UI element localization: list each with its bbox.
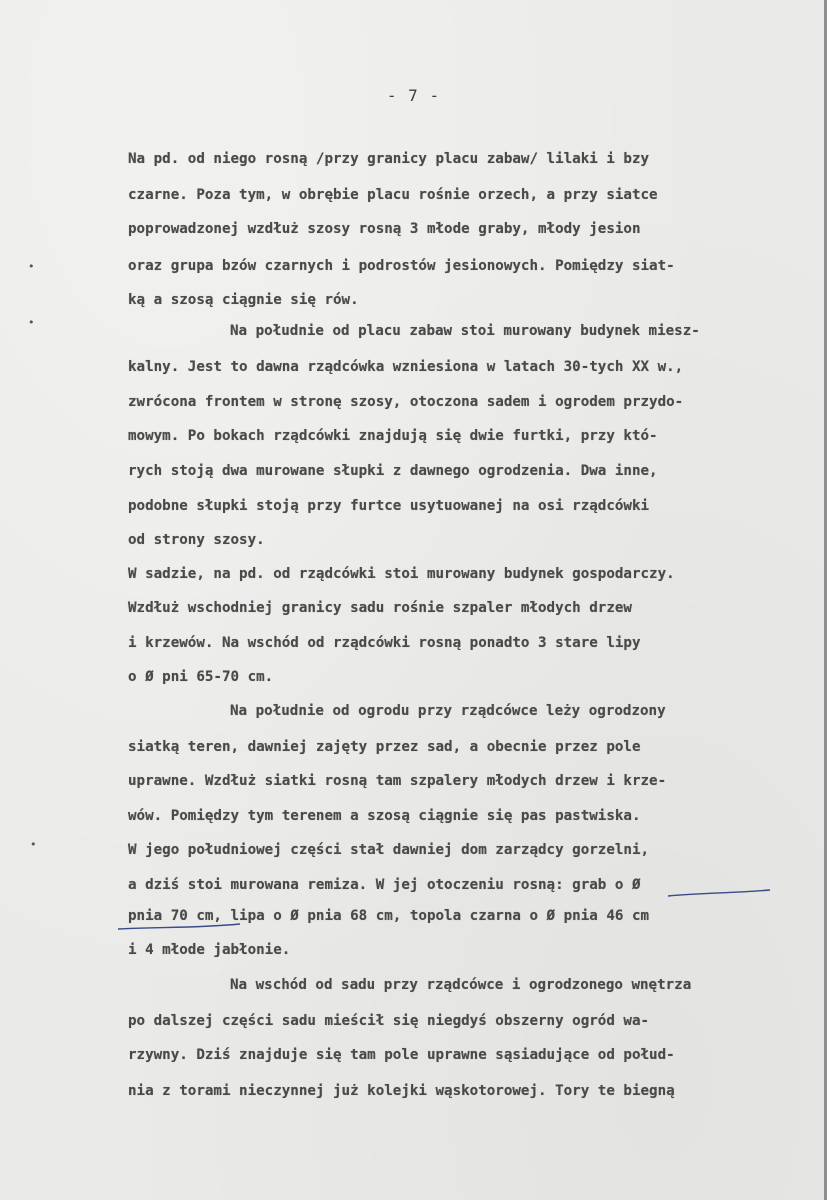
page-number: - 7 -: [386, 86, 441, 105]
text-line: nia z torami nieczynnej już kolejki wąskotorowej. Tory te biegną: [128, 1083, 675, 1099]
text-line: Na wschód od sadu przy rządcówce i ogrodzonego wnętrza: [230, 977, 692, 993]
text-line: uprawne. Wzdłuż siatki rosną tam szpalery młodych drzew i krze-: [128, 773, 667, 789]
text-line: po dalszej części sadu mieścił się niegdyś obszerny ogród wa-: [128, 1013, 650, 1029]
text-line: podobne słupki stoją przy furtce usytuowanej na osi rządcówki: [128, 498, 650, 514]
text-line: od strony szosy.: [128, 532, 265, 548]
text-line: mowym. Po bokach rządcówki znajdują się dwie furtki, przy któ-: [128, 428, 658, 444]
text-line: Na pd. od niego rosną /przy granicy placu zabaw/ lilaki i bzy: [128, 151, 650, 167]
margin-mark: •: [30, 838, 37, 851]
text-line: Na południe od placu zabaw stoi murowany budynek miesz-: [230, 323, 700, 339]
text-line: ką a szosą ciągnie się rów.: [128, 292, 359, 308]
text-line: Na południe od ogrodu przy rządcówce leży ogrodzony: [230, 703, 666, 719]
text-line: rych stoją dwa murowane słupki z dawnego ogrodzenia. Dwa inne,: [128, 463, 658, 479]
text-line: Wzdłuż wschodniej granicy sadu rośnie szpaler młodych drzew: [128, 600, 632, 616]
text-line: rzywny. Dziś znajduje się tam pole uprawne sąsiadujące od połud-: [128, 1047, 675, 1063]
text-line: i 4 młode jabłonie.: [128, 942, 291, 958]
text-line: o Ø pni 65-70 cm.: [128, 669, 274, 685]
text-line: oraz grupa bzów czarnych i podrostów jesionowych. Pomiędzy siat-: [128, 258, 675, 274]
margin-mark: •: [28, 260, 35, 273]
text-line: siatką teren, dawniej zajęty przez sad, a obecnie przez pole: [128, 739, 641, 755]
text-line: zwrócona frontem w stronę szosy, otoczona sadem i ogrodem przydo-: [128, 394, 684, 410]
margin-mark: •: [28, 316, 35, 329]
text-line: czarne. Poza tym, w obrębie placu rośnie orzech, a przy siatce: [128, 187, 658, 203]
text-line: a dziś stoi murowana remiza. W jej otoczeniu rosną: grab o Ø: [128, 877, 641, 893]
text-line: W sadzie, na pd. od rządcówki stoi murowany budynek gospodarczy.: [128, 566, 675, 582]
text-line: W jego południowej części stał dawniej dom zarządcy gorzelni,: [128, 842, 650, 858]
text-line: i krzewów. Na wschód od rządcówki rosną ponadto 3 stare lipy: [128, 635, 641, 651]
text-line: kalny. Jest to dawna rządcówka wzniesiona w latach 30-tych XX w.,: [128, 359, 684, 375]
text-line: poprowadzonej wzdłuż szosy rosną 3 młode graby, młody jesion: [128, 221, 641, 237]
text-line: wów. Pomiędzy tym terenem a szosą ciągnie się pas pastwiska.: [128, 808, 641, 824]
text-line: pnia 70 cm, lipa o Ø pnia 68 cm, topola czarna o Ø pnia 46 cm: [128, 908, 650, 924]
